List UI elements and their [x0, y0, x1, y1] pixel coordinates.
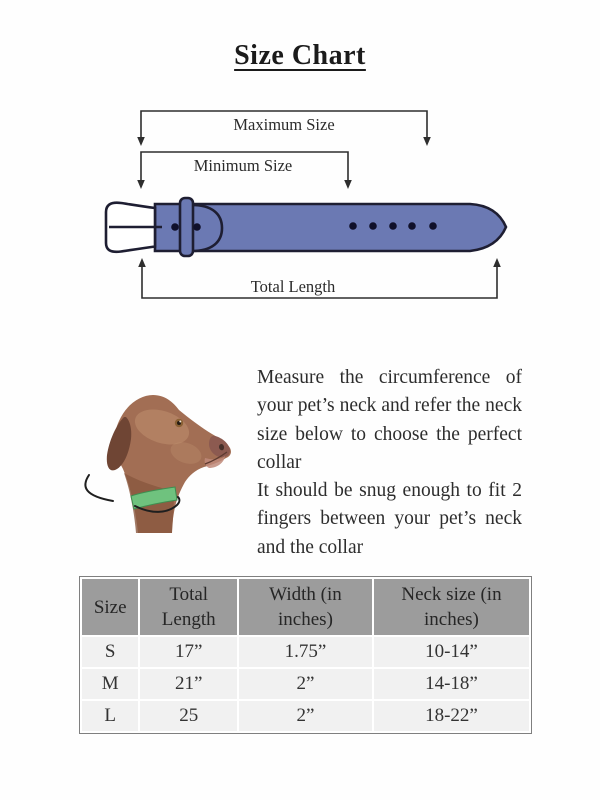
cell-m-total-length: 21” — [140, 669, 237, 699]
header-neck-size: Neck size (in inches) — [374, 579, 529, 635]
instruction-paragraph-2: It should be snug enough to fit 2 fingers between your pet’s neck and the collar — [257, 480, 522, 558]
table-row — [82, 669, 529, 699]
arrow-down-icon — [137, 180, 145, 189]
page-title-text: Size Chart — [234, 40, 366, 71]
cell-size-l: L — [82, 701, 138, 731]
measuring-instructions — [257, 364, 522, 562]
table-row — [82, 701, 529, 731]
arrow-down-icon — [344, 180, 352, 189]
total-length-bracket — [138, 258, 501, 298]
instruction-paragraph-1: Measure the circumference of your pet’s neck and refer the neck size below to choose the perfect collar — [257, 367, 522, 473]
header-size: Size — [82, 579, 138, 635]
neck-measure-arc-left — [85, 475, 113, 501]
table-header-row — [82, 579, 529, 635]
total-length-label: Total Length — [250, 277, 336, 296]
cell-l-width: 2” — [239, 701, 372, 731]
cell-s-neck-size: 10-14” — [374, 637, 529, 667]
arrow-up-icon — [493, 258, 501, 267]
collar-keeper — [180, 198, 193, 256]
arrow-down-icon — [137, 137, 145, 146]
cell-m-width: 2” — [239, 669, 372, 699]
cell-l-neck-size: 18-22” — [374, 701, 529, 731]
collar-illustration — [106, 198, 506, 256]
size-table — [79, 576, 532, 734]
header-width: Width (in inches) — [239, 579, 372, 635]
cell-m-neck-size: 14-18” — [374, 669, 529, 699]
dog-photo — [78, 383, 248, 535]
cell-s-width: 1.75” — [239, 637, 372, 667]
cell-size-s: S — [82, 637, 138, 667]
collar-measurement-diagram — [0, 0, 600, 320]
header-total-length: Total Length — [140, 579, 237, 635]
table-row — [82, 637, 529, 667]
dog-eye — [175, 419, 183, 427]
arrow-down-icon — [423, 137, 431, 146]
maximum-size-label: Maximum Size — [233, 115, 335, 134]
size-table-container — [79, 576, 532, 734]
minimum-size-label: Minimum Size — [193, 156, 293, 175]
minimum-size-bracket — [137, 152, 352, 189]
cell-l-total-length: 25 — [140, 701, 237, 731]
maximum-size-bracket — [137, 111, 431, 146]
cell-s-total-length: 17” — [140, 637, 237, 667]
arrow-up-icon — [138, 258, 146, 267]
cell-size-m: M — [82, 669, 138, 699]
